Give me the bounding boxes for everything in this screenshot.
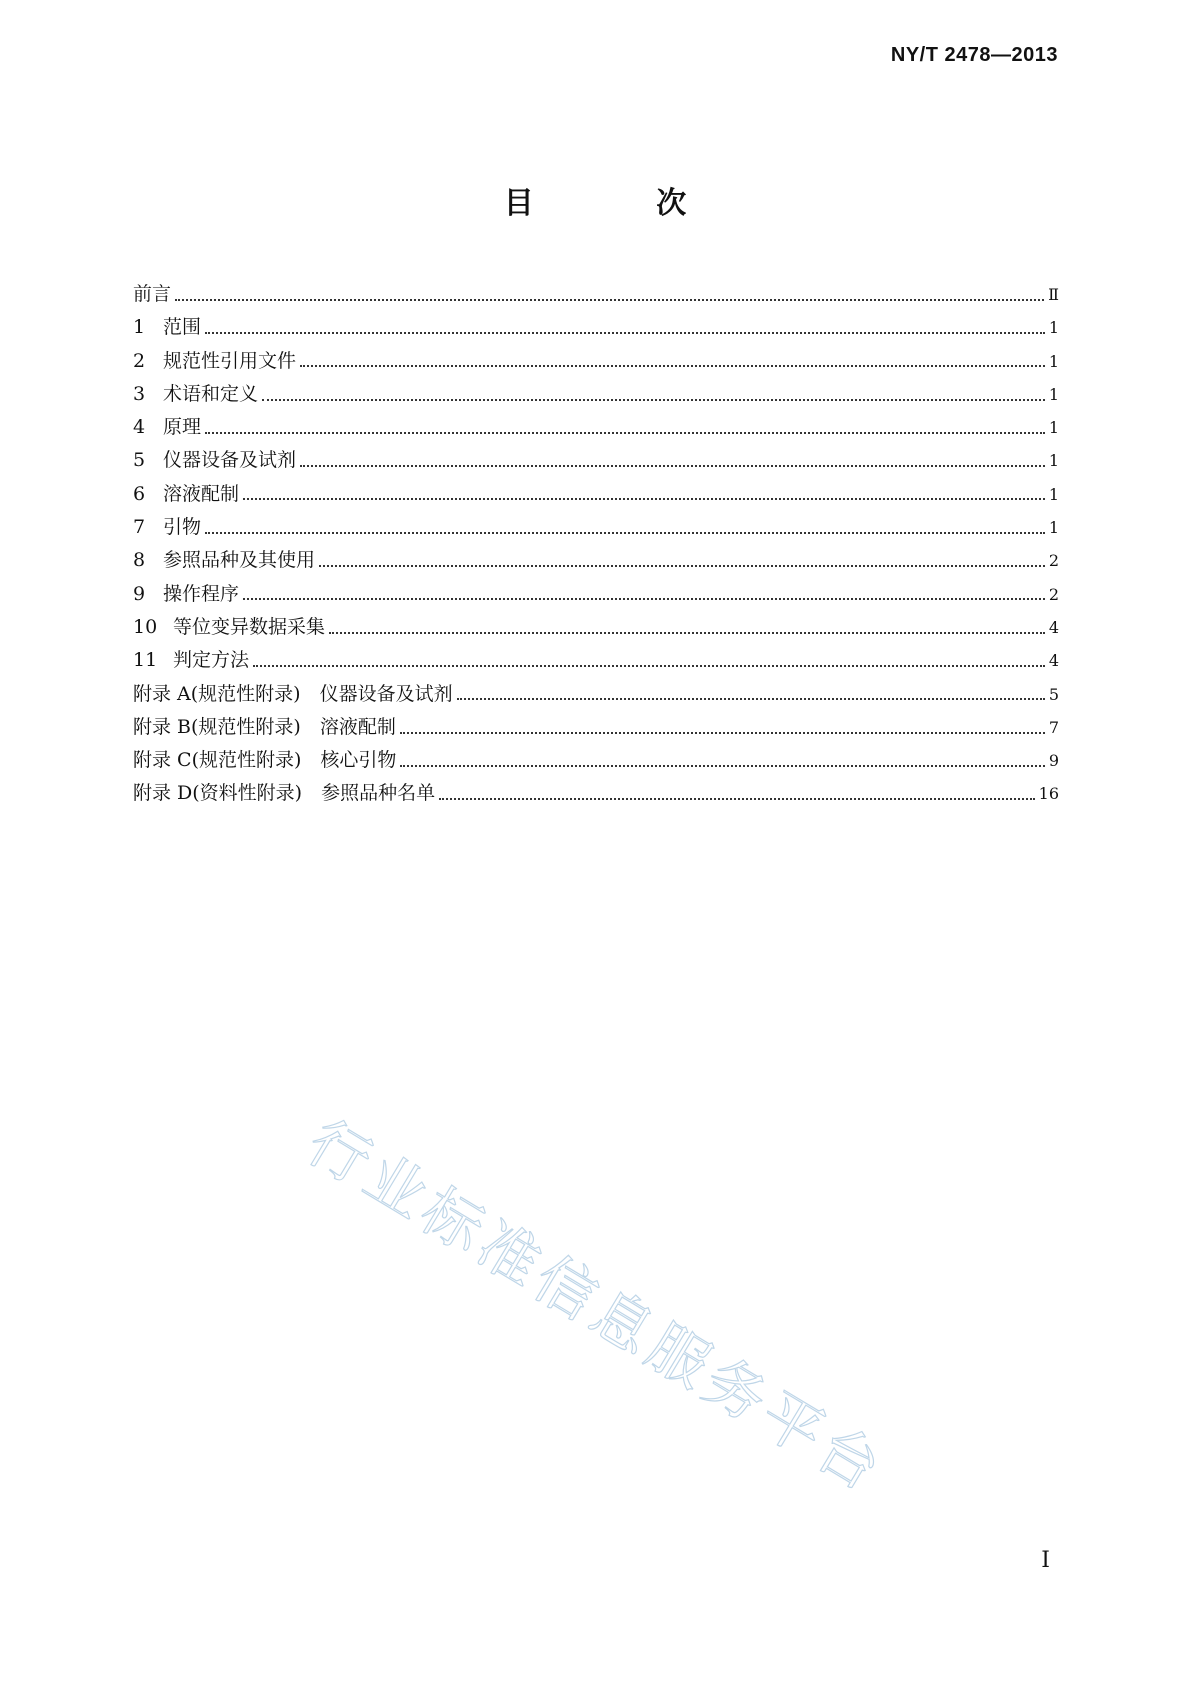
toc-entry-page: 1: [1048, 384, 1059, 404]
toc-entry-page: 16: [1038, 784, 1059, 804]
toc-entry-title: 判定方法: [173, 649, 250, 672]
toc-entry-page: 5: [1048, 684, 1059, 704]
toc-entry-page: 4: [1048, 617, 1059, 637]
toc-entry[interactable]: [133, 678, 1059, 711]
standard-code: NY/T 2478—2013: [890, 44, 1058, 66]
watermark: 行业标准信息服务平台: [295, 1107, 898, 1508]
toc-entry[interactable]: [133, 278, 1059, 311]
toc-dot-leader: [243, 498, 1045, 500]
toc-entry-number: 9: [133, 582, 146, 605]
toc-entry[interactable]: [133, 411, 1059, 444]
toc-dot-leader: [300, 365, 1045, 367]
toc-entry-number: 6: [133, 482, 146, 505]
toc-entry-page: 2: [1048, 584, 1059, 604]
toc-entry-number: 4: [133, 416, 146, 439]
toc-entry-page: 1: [1048, 418, 1059, 438]
toc-entry-number: 3: [133, 382, 146, 405]
toc-dot-leader: [400, 732, 1045, 734]
toc-entry-page: 9: [1048, 751, 1059, 771]
toc-dot-leader: [262, 399, 1045, 401]
toc-entry[interactable]: [133, 544, 1059, 577]
toc-dot-leader: [205, 532, 1045, 534]
toc-entry-page: 1: [1048, 518, 1059, 538]
toc-dot-leader: [243, 598, 1045, 600]
toc-entry[interactable]: [133, 711, 1059, 744]
toc-entry-number: 2: [133, 349, 146, 372]
toc-entry-title: 等位变异数据采集: [173, 615, 326, 638]
toc-entry[interactable]: [133, 478, 1059, 511]
toc-entry[interactable]: [133, 444, 1059, 477]
toc-entry-page: 1: [1048, 351, 1059, 371]
toc-entry-page: Ⅱ: [1048, 285, 1059, 304]
table-of-contents: [133, 278, 1059, 811]
toc-entry-page: 4: [1048, 651, 1059, 671]
toc-dot-leader: [319, 565, 1045, 567]
toc-entry[interactable]: [133, 311, 1059, 344]
toc-entry-page: 2: [1048, 551, 1059, 571]
toc-dot-leader: [175, 299, 1044, 301]
toc-entry[interactable]: [133, 744, 1059, 777]
toc-entry[interactable]: [133, 611, 1059, 644]
toc-entry-title: 附录 C(规范性附录) 核心引物: [133, 749, 397, 772]
toc-entry-title: 规范性引用文件: [163, 349, 297, 372]
toc-dot-leader: [400, 765, 1044, 767]
toc-entry-page: 1: [1048, 484, 1059, 504]
toc-dot-leader: [205, 332, 1045, 334]
toc-entry-title: 操作程序: [163, 582, 240, 605]
toc-entry-title: 溶液配制: [163, 482, 240, 505]
toc-dot-leader: [253, 665, 1045, 667]
toc-dot-leader: [205, 432, 1045, 434]
toc-entry[interactable]: [133, 777, 1059, 810]
toc-entry-title: 原理: [163, 416, 202, 439]
toc-entry-number: 8: [133, 549, 146, 572]
toc-entry-title: 范围: [163, 316, 202, 339]
toc-entry-title: 术语和定义: [163, 382, 259, 405]
toc-entry-number: 11: [133, 649, 158, 672]
toc-entry-title: 仪器设备及试剂: [163, 449, 297, 472]
toc-entry-title: 参照品种及其使用: [163, 549, 316, 572]
toc-entry[interactable]: [133, 644, 1059, 677]
toc-dot-leader: [300, 465, 1045, 467]
toc-entry-page: 1: [1048, 451, 1059, 471]
toc-entry[interactable]: [133, 578, 1059, 611]
toc-entry-title: 引物: [163, 516, 202, 539]
toc-entry[interactable]: [133, 511, 1059, 544]
toc-entry-number: 1: [133, 316, 146, 339]
page-title: 目 次: [503, 186, 743, 221]
toc-entry-title: 附录 D(资料性附录) 参照品种名单: [133, 782, 436, 805]
toc-dot-leader: [457, 698, 1045, 700]
toc-entry-page: 1: [1048, 318, 1059, 338]
toc-entry-title: 前言: [133, 283, 172, 305]
toc-entry-number: 5: [133, 449, 146, 472]
toc-entry-title: 附录 A(规范性附录) 仪器设备及试剂: [133, 682, 453, 705]
toc-entry-number: 7: [133, 516, 146, 539]
toc-dot-leader: [329, 632, 1045, 634]
toc-entry[interactable]: [133, 378, 1059, 411]
toc-entry-title: 附录 B(规范性附录) 溶液配制: [133, 715, 396, 738]
toc-entry-number: 10: [133, 615, 158, 638]
page-number: I: [1041, 1548, 1050, 1573]
toc-entry-page: 7: [1048, 717, 1059, 737]
toc-dot-leader: [439, 798, 1035, 800]
toc-entry[interactable]: [133, 345, 1059, 378]
